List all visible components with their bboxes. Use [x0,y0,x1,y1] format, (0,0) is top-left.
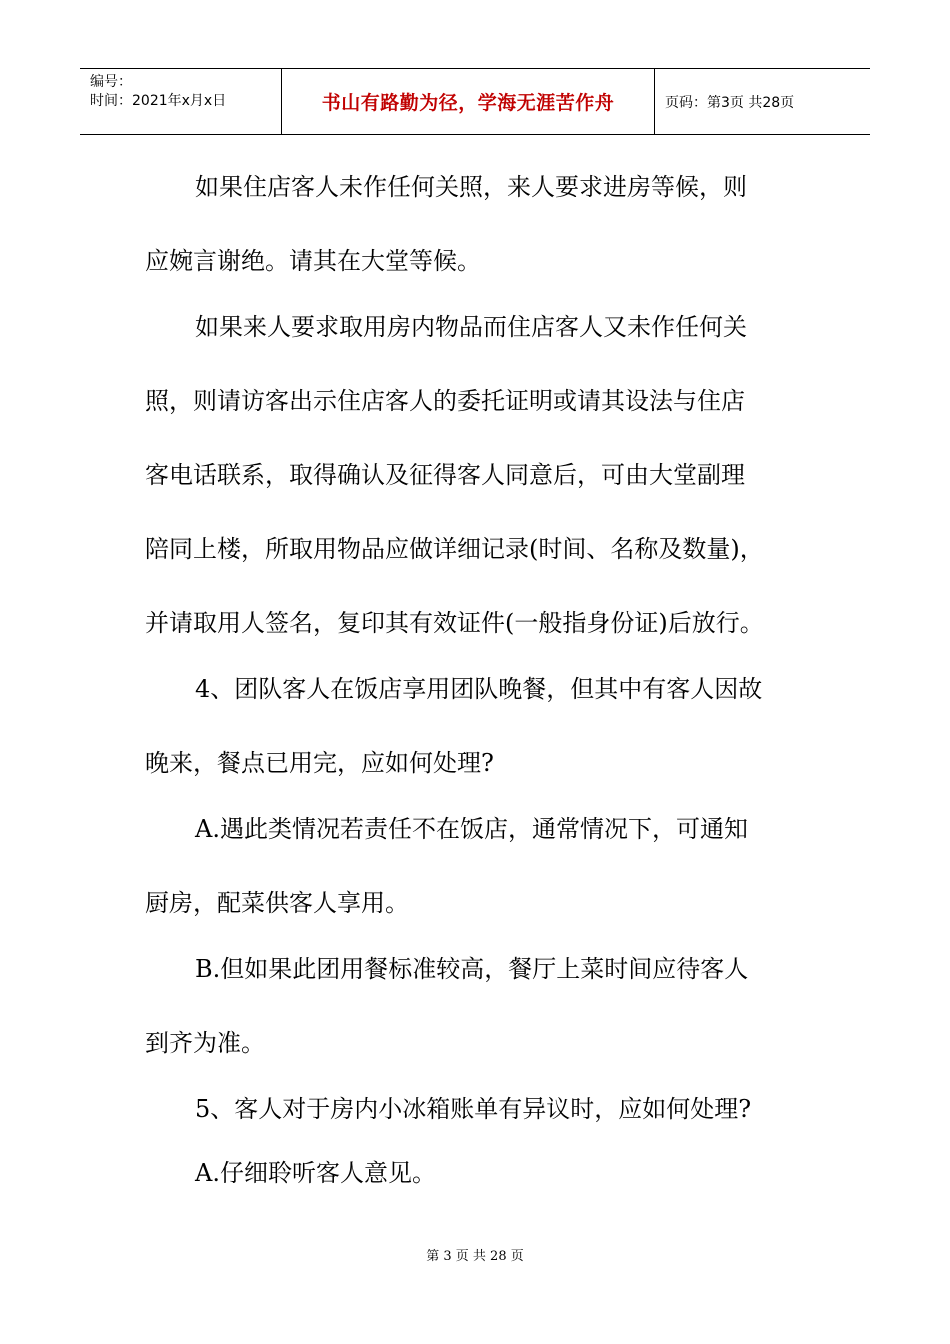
footer-page-number: 第 3 页 共 28 页 [426,1249,524,1264]
body-line: 客电话联系，取得确认及征得客人同意后，可由大堂副理 [145,461,745,489]
body-line: 到齐为准。 [145,1029,265,1057]
body-line: 厨房，配菜供客人享用。 [145,889,409,917]
body-line: 应婉言谢绝。请其在大堂等候。 [145,247,481,275]
header-motto-cell [282,69,655,134]
body-line: 如果住店客人未作任何关照，来人要求进房等候，则 [195,173,747,201]
header-meta [80,69,282,134]
header-page-cell [655,69,870,134]
body-line: 照，则请访客出示住店客人的委托证明或请其设法与住店 [145,387,745,415]
body-line: B.但如果此团用餐标准较高，餐厅上菜时间应待客人 [195,955,749,983]
header-page-info: 页码：第3页 共28页 [665,94,795,111]
body-line: A.遇此类情况若责任不在饭店，通常情况下，可通知 [195,815,748,843]
body-line: 如果来人要求取用房内物品而住店客人又未作任何关 [195,313,747,341]
document-number-label: 编号： [90,74,132,90]
document-time-label: 时间：2021年x月x日 [90,93,227,109]
body-line: 陪同上楼，所取用物品应做详细记录(时间、名称及数量)， [145,535,764,563]
header-motto: 书山有路勤为径，学海无涯苦作舟 [321,92,615,114]
body-line: 晚来，餐点已用完，应如何处理? [145,749,494,777]
body-line: 4、团队客人在饭店享用团队晚餐，但其中有客人因故 [195,675,763,703]
body-line: 并请取用人签名，复印其有效证件(一般指身份证)后放行。 [145,609,764,637]
page-footer [0,1245,950,1264]
body-line: 5、客人对于房内小冰箱账单有异议时，应如何处理? [195,1095,752,1123]
page-header [80,68,870,135]
body-line: A.仔细聆听客人意见。 [195,1159,436,1187]
